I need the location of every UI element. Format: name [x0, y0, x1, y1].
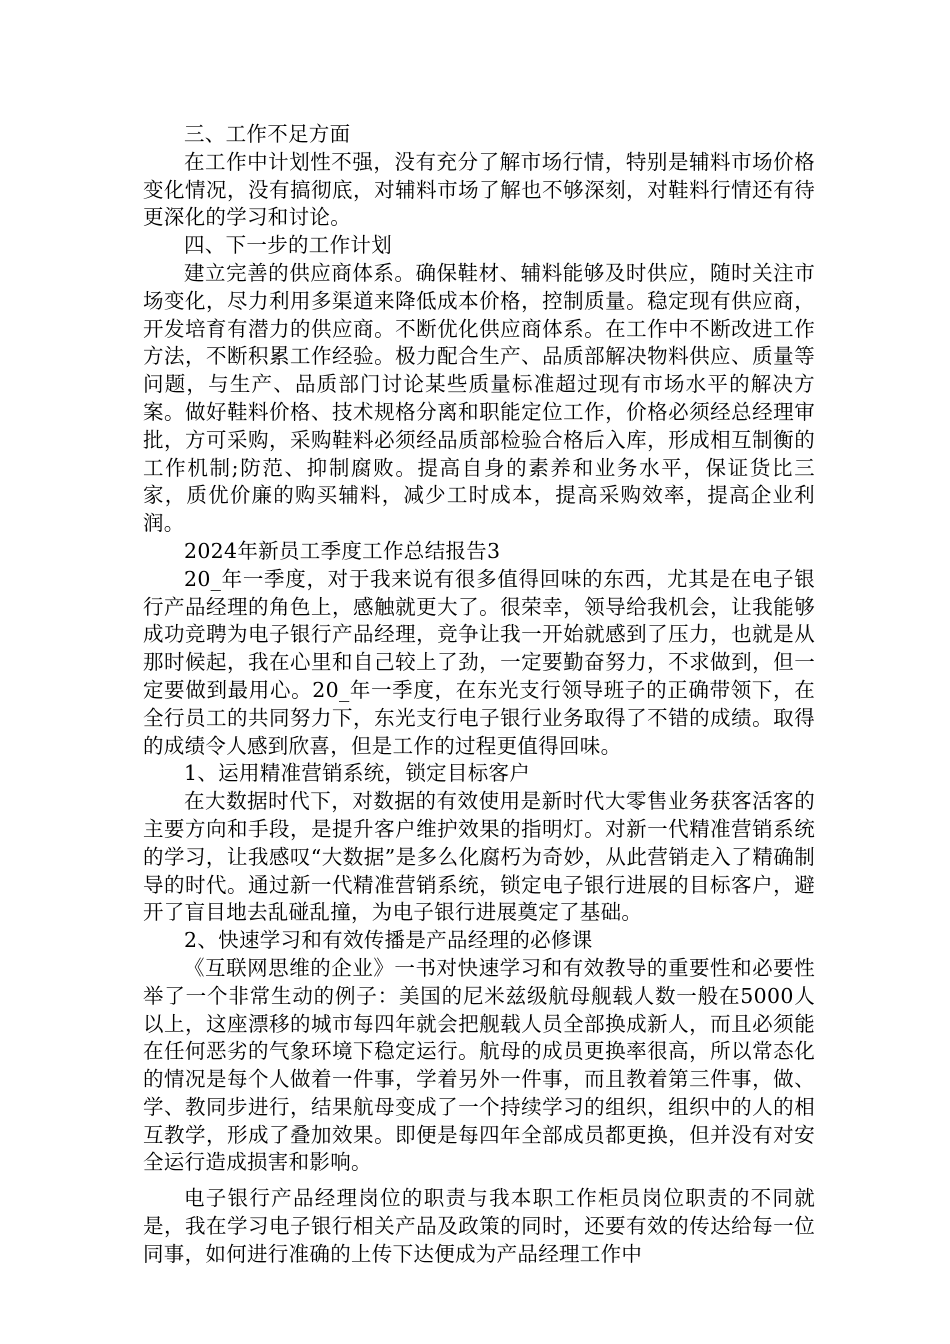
paragraph-product-manager-duties: 电子银行产品经理岗位的职责与我本职工作柜员岗位职责的不同就是，我在学习电子银行相关产品及政策的同时，还要有效的传达给每一位同事，如何进行准确的上传下达便成为产品经理工作中 — [143, 1186, 815, 1266]
document-body — [143, 121, 815, 1269]
report-title: 2024年新员工季度工作总结报告3 — [184, 538, 501, 563]
section-heading-shortcomings: 三、工作不足方面 — [184, 122, 351, 146]
section-heading-learning: 2、快速学习和有效传播是产品经理的必修课 — [184, 928, 593, 953]
paragraph-big-data: 在大数据时代下，对数据的有效使用是新时代大零售业务获客活客的主要方向和手段，是提升客户维护效果的指明灯。对新一代精准营销系统的学习，让我感叹“大数据”是多么化腐朽为奇妙，从此营销走入了精确制导的时代。通过新一代精准营销系统，锁定电子银行进展的目标客户，避开了盲目地去乱碰乱撞，为电子银行进展奠定了基础。 — [143, 789, 815, 925]
paragraph-aircraft-carrier: 《互联网思维的企业》一书对快速学习和有效教导的重要性和必要性举了一个非常生动的例子：美国的尼米兹级航母舰载人数一般在5000人以上，这座漂移的城市每四年就会把舰载人员全部换成新人，而且必须能在任何恶劣的气象环境下稳定运行。航母的成员更换率很高，所以常态化的情况是每个人做着一件事，学着另外一件事，而且教着第三件事，做、学、教同步进行，结果航母变成了一个持续学习的组织，组织中的人的相互教学，形成了叠加效果。即便是每四年全部成员都更换，但并没有对安全运行造成损害和影响。 — [143, 955, 815, 1175]
paragraph-supplier-system: 建立完善的供应商体系。确保鞋材、辅料能够及时供应，随时关注市场变化，尽力利用多渠道来降低成本价格，控制质量。稳定现有供应商，开发培育有潜力的供应商。不断优化供应商体系。在工作中不断改进工作方法，不断积累工作经验。极力配合生产、品质部解决物料供应、质量等问题，与生产、品质部门讨论某些质量标准超过现有市场水平的解决方案。做好鞋料价格、技术规格分离和职能定位工作，价格必须经总经理审批，方可采购，采购鞋料必须经品质部检验合格后入库，形成相互制衡的工作机制;防范、抑制腐败。提高自身的素养和业务水平，保证货比三家，质优价廉的购买辅料，减少工时成本，提高采购效率，提高企业利润。 — [143, 260, 815, 536]
paragraph-shortcomings: 在工作中计划性不强，没有充分了解市场行情，特别是辅料市场价格变化情况，没有搞彻底，对辅料市场了解也不够深刻，对鞋料行情还有待更深化的学习和讨论。 — [143, 149, 815, 230]
section-heading-next-plan: 四、下一步的工作计划 — [184, 233, 392, 258]
paragraph-q1-review: 20_年一季度，对于我来说有很多值得回味的东西，尤其是在电子银行产品经理的角色上，感触就更大了。很荣幸，领导给我机会，让我能够成功竞聘为电子银行产品经理，竞争让我一开始就感到了压力，也就是从那时候起，我在心里和自己较上了劲，一定要勤奋努力，不求做到，但一定要做到最用心。20_年一季度，在东光支行领导班子的正确带领下，在全行员工的共同努力下，东光支行电子银行业务取得了不错的成绩。取得的成绩令人感到欣喜，但是工作的过程更值得回味。 — [143, 566, 815, 758]
section-heading-precision-marketing: 1、运用精准营销系统，锁定目标客户 — [184, 761, 531, 786]
